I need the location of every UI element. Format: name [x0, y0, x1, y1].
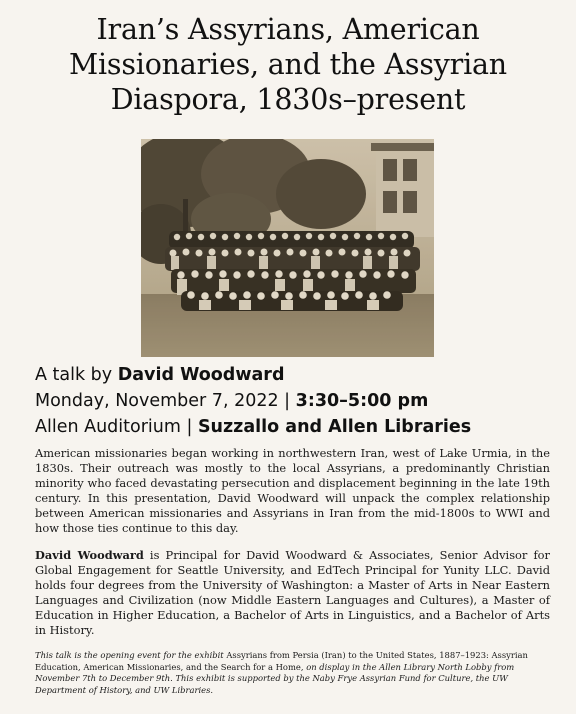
- description-paragraph: American missionaries began working in northwestern Iran, west of Lake Urmia, in the 1830s. Their outreach was mostly to the local Assyrians, a predominantly Christian minority who faced devastating persecution and displacement beginning in the late 19th century. In this presentation, David Woodward will unpack the complex relationship between American missionaries and Assyrians in Iran from the mid-1800s to WWI and how those ties continue to this day.: [35, 446, 550, 535]
- poster-title: [0, 12, 576, 117]
- event-date: Monday, November 7, 2022 |: [35, 391, 296, 411]
- footnote-part-1: This talk is the opening event for the exhibit: [35, 650, 227, 660]
- bio-paragraph: [35, 548, 550, 637]
- exhibit-title: Assyrians from Persia (Iran) to the United States, 1887–1923: Assyrian Education, American Missionaries, and the Search for a Home,: [35, 650, 528, 672]
- event-details: [35, 362, 555, 440]
- title-line-1: Iran’s Assyrians, American: [96, 13, 480, 46]
- event-time: 3:30–5:00 pm: [295, 391, 429, 411]
- bio-name: David Woodward: [35, 548, 144, 562]
- event-venue: Allen Auditorium |: [35, 417, 198, 437]
- talk-prefix: A talk by: [35, 365, 118, 385]
- group-photo-illustration: [141, 139, 434, 357]
- historical-group-photo: [141, 139, 434, 357]
- footnote-part-2: on display in the Allen Library North Lobby from November 7th to December 9th. This exhibit is supported by the Naby Frye Assyrian Fund for Culture, the UW Department of History, and UW Libraries.: [35, 661, 515, 695]
- title-line-3: Diaspora, 1830s–present: [110, 83, 466, 116]
- title-line-2: Missionaries, and the Assyrian: [69, 48, 507, 81]
- venue-line: [35, 414, 555, 440]
- exhibit-footnote: [35, 650, 550, 696]
- speaker-name: David Woodward: [117, 365, 285, 385]
- date-line: [35, 388, 555, 414]
- speaker-line: [35, 362, 555, 388]
- bio-text: is Principal for David Woodward & Associates, Senior Advisor for Global Engagement for Seattle University, and EdTech Principal for Yunity LLC. David holds four degrees from the University of Washington: a Master of Arts in Near Eastern Languages and Civilization (now Middle Eastern Languages and Cultures), a Master of Education in Higher Education, a Bachelor of Arts in Linguistics, and a Bachelor of Arts in History.: [35, 548, 550, 637]
- event-library: Suzzallo and Allen Libraries: [197, 417, 472, 437]
